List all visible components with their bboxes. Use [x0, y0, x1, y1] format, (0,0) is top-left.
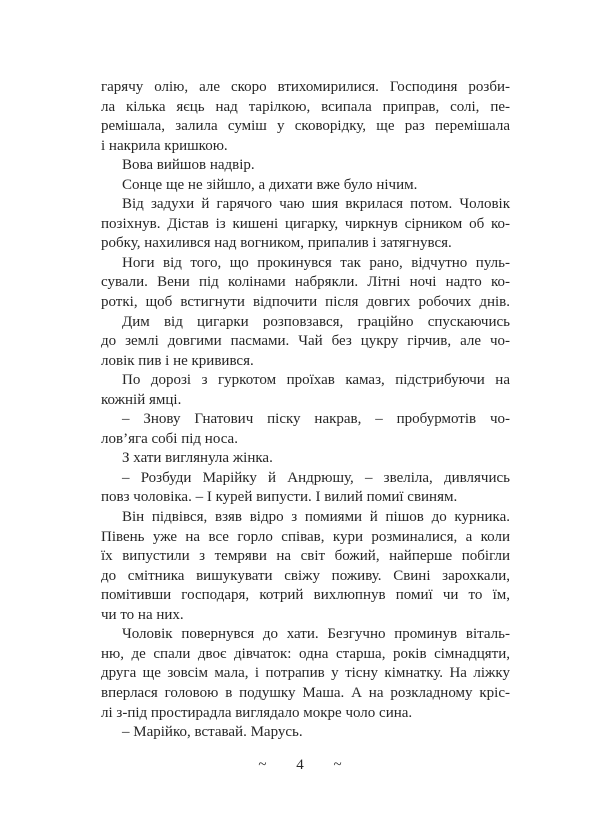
text-line: Півень уже на все горло співав, кури розминалися, а коли	[101, 528, 510, 545]
text-line: друга ще зовсім мала, і потрапив у тісну кімнатку. На ліжку	[101, 665, 510, 682]
text-line: Він підвівся, взяв відро з помиями й пішов до курника.	[122, 509, 510, 526]
text-line: Від задухи й гарячого чаю шия вкрилася потом. Чоловік	[122, 196, 510, 213]
text-line: лов’яга собі під носа.	[101, 430, 238, 447]
text-line: чи то на них.	[101, 606, 184, 623]
text-line: – Знову Гнатович піску накрав, – пробурмотів чо-	[122, 411, 510, 428]
text-line: і накрила кришкою.	[101, 137, 228, 154]
footer-ornament-right: ~	[333, 757, 342, 773]
text-line: – Розбуди Марійку й Андрюшу, – звеліла, дивлячись	[122, 469, 510, 486]
text-line: позіхнув. Дістав із кишені цигарку, чиркнув сірником об ко-	[101, 215, 510, 232]
text-line: Вова вийшов надвір.	[122, 157, 255, 174]
footer-ornament-left: ~	[258, 757, 267, 773]
text-line: ремішала, залила суміш у сковорідку, ще раз перемішала	[101, 118, 510, 135]
text-line: ловік пив і не кривився.	[101, 352, 254, 369]
text-line: – Марійко, вставай. Марусь.	[122, 724, 303, 741]
text-line: По дорозі з гуркотом проїхав камаз, підстрибуючи на	[122, 372, 510, 389]
text-line: Дим від цигарки розповзався, граційно спускаючись	[122, 313, 510, 330]
text-line: гарячу олію, але скоро втихомирилися. Господиня розби-	[101, 79, 510, 95]
text-line: їх випустили з темряви на світ божий, найперше побігли	[101, 548, 510, 565]
text-line: до землі довгими пасмами. Чай без цукру гірчив, але чо-	[101, 333, 510, 350]
text-line: ню, де спали двоє дівчаток: одна старша, років сімнадцяти,	[101, 645, 510, 662]
text-line: до смітника вишукувати свіжу поживу. Свині зарохкали,	[101, 567, 510, 584]
text-line: Чоловік повернувся до хати. Безгучно проминув віталь-	[122, 626, 510, 643]
text-line: лі з-під простирадла виглядало мокре чоло сина.	[101, 704, 413, 721]
book-page-text	[101, 78, 510, 743]
text-line: помітивши господаря, котрий вихлюпнув помиї чи то їм,	[101, 587, 510, 604]
text-line: роткі, щоб встигнути відпочити після довгих робочих днів.	[101, 294, 510, 311]
text-line: повз чоловіка. – І курей випусти. І вилий помиї свиням.	[101, 489, 458, 506]
text-line: З хати виглянула жінка.	[122, 450, 273, 467]
page-number: 4	[296, 757, 304, 773]
text-line: ла кілька яєць над тарілкою, всипала приправ, солі, пе-	[101, 98, 510, 115]
text-line: сували. Вени під колінами набрякли. Літні ночі надто ко-	[101, 274, 510, 291]
text-line: вперлася головою в подушку Маша. А на розкладному кріс-	[101, 684, 510, 701]
text-line: Ноги від того, що прокинувся так рано, відчутно пуль-	[122, 254, 510, 271]
text-line: Сонце ще не зійшло, а дихати вже було нічим.	[122, 176, 418, 193]
page-footer	[0, 757, 600, 774]
text-line: робку, нахилився над вогником, припалив і затягнувся.	[101, 235, 452, 252]
text-line: кожній ямці.	[101, 391, 182, 408]
